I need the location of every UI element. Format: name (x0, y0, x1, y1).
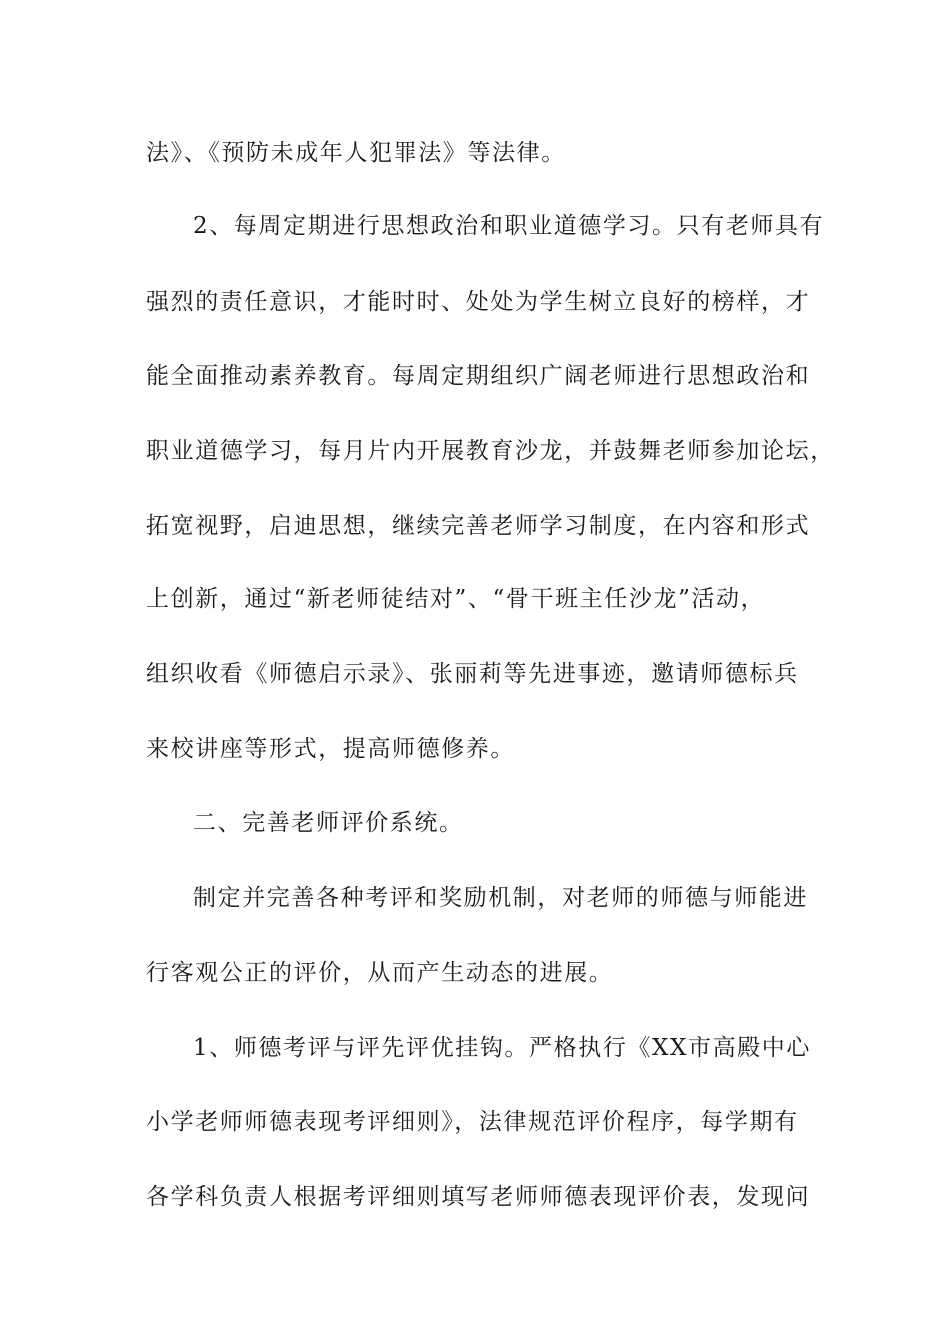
text-line: 组织收看《师德启示录》、张丽莉等先进事迹，邀请师德标兵 (146, 661, 799, 687)
text-line: 强烈的责任意识，才能时时、处处为学生树立良好的榜样，才 (146, 289, 811, 315)
text-line: 拓宽视野，启迪思想，继续完善老师学习制度，在内容和形式 (146, 513, 811, 539)
text-line: 制定并完善各种考评和奖励机制，对老师的师德与师能进 (193, 885, 808, 911)
text-line: 法》、《预防未成年人犯罪法》等法律。 (146, 140, 566, 166)
text-line: 行客观公正的评价，从而产生动态的进展。 (146, 960, 614, 986)
text-line: 小学老师师德表现考评细则》，法律规范评价程序，每学期有 (146, 1109, 799, 1135)
text-line: 各学科负责人根据考评细则填写老师师德表现评价表，发现问 (146, 1184, 811, 1210)
text-line: 1、师德考评与评先评优挂钩。严格执行《XX市高殿中心 (193, 1035, 811, 1061)
section-heading: 二、完善老师评价系统。 (193, 810, 464, 836)
text-line: 上创新，通过“新老师徒结对”、“骨干班主任沙龙”活动， (146, 586, 766, 612)
text-line: 2、每周定期进行思想政治和职业道德学习。只有老师具有 (193, 213, 825, 239)
text-line: 来校讲座等形式，提高师德修养。 (146, 736, 515, 762)
text-line: 能全面推动素养教育。每周定期组织广阔老师进行思想政治和 (146, 363, 811, 389)
text-line: 职业道德学习，每月片内开展教育沙龙，并鼓舞老师参加论坛， (146, 438, 835, 464)
